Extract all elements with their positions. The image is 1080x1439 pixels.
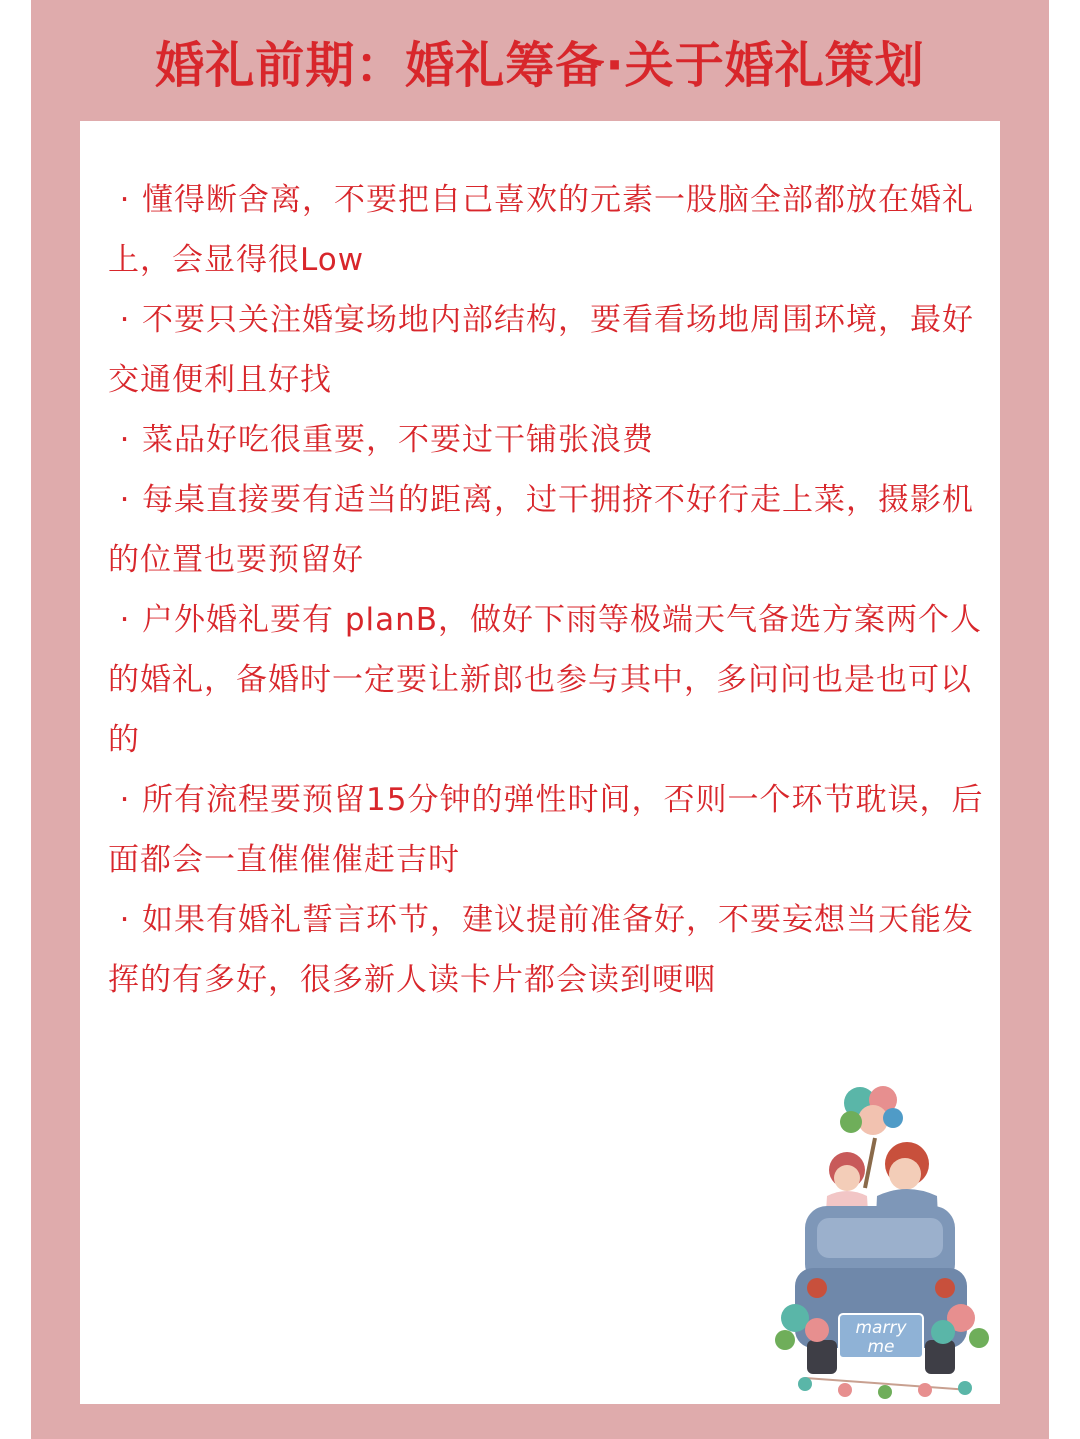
plate-text-line2: me [867, 1337, 895, 1357]
list-item [108, 890, 988, 1010]
list-item [108, 770, 988, 890]
tip-text: 如果有婚礼誓言环节，建议提前准备好，不要妄想当天能发挥的有多好，很多新人读卡片都会读到哽咽 [108, 902, 974, 998]
list-item [108, 290, 988, 410]
bullet-icon: · [119, 182, 131, 218]
tip-text: 菜品好吃很重要，不要过干铺张浪费 [142, 422, 654, 458]
tips-list [108, 170, 988, 1010]
list-item [108, 470, 988, 590]
wedding-car-illustration [765, 1078, 1000, 1404]
bullet-icon: · [119, 902, 131, 938]
bullet-icon: · [119, 482, 131, 518]
tip-text: 不要只关注婚宴场地内部结构，要看看场地周围环境，最好交通便利且好找 [108, 302, 974, 398]
bullet-icon: · [119, 602, 131, 638]
tip-text: 懂得断舍离，不要把自己喜欢的元素一股脑全部都放在婚礼上，会显得很Low [108, 182, 974, 278]
tip-text: 每桌直接要有适当的距离，过干拥挤不好行走上菜，摄影机的位置也要预留好 [108, 482, 974, 578]
tip-text: 所有流程要预留15分钟的弹性时间，否则一个环节耽误，后面都会一直催催催赶吉时 [108, 782, 984, 878]
bullet-icon: · [119, 422, 131, 458]
tip-text: 户外婚礼要有 planB，做好下雨等极端天气备选方案两个人的婚礼，备婚时一定要让新郎也参与其中，多问问也是也可以的 [108, 602, 983, 758]
list-item [108, 590, 988, 770]
bullet-icon: · [119, 782, 131, 818]
plate-text-line1: marry [855, 1318, 907, 1338]
list-item [108, 410, 988, 470]
page-title: 婚礼前期：婚礼筹备·关于婚礼策划 [155, 37, 925, 94]
bullet-icon: · [119, 302, 131, 338]
list-item [108, 170, 988, 290]
